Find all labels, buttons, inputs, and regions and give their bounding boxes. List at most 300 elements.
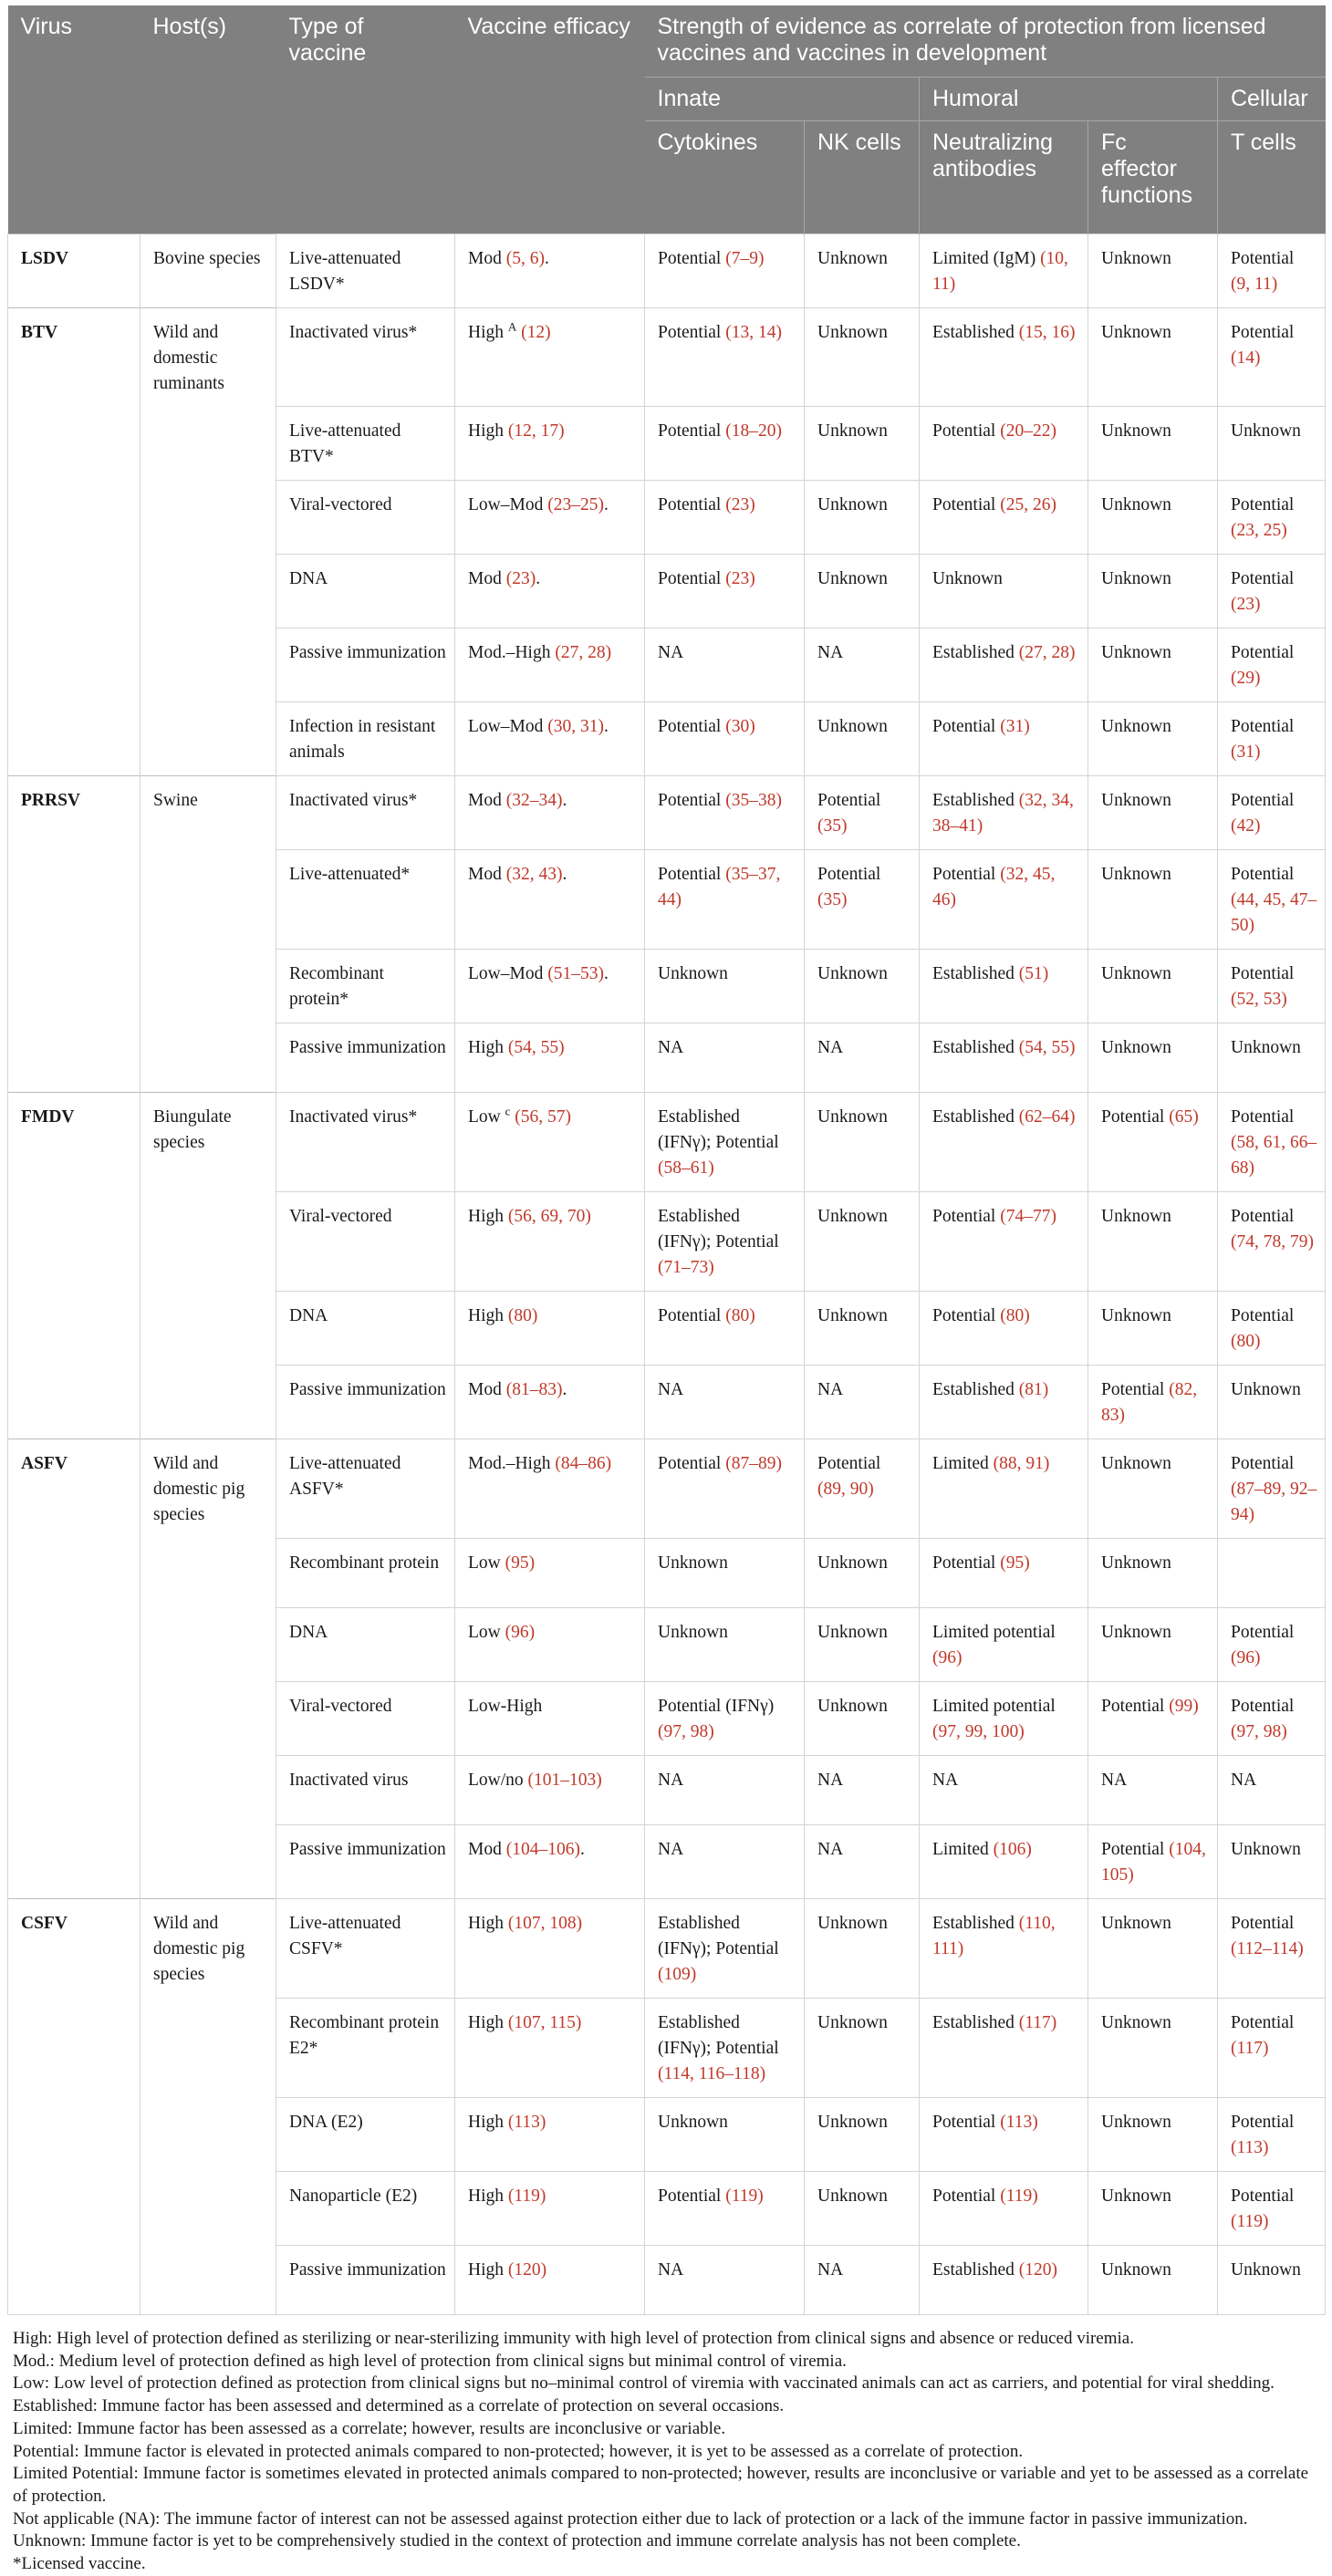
cell-hosts: [140, 1539, 276, 1608]
cell-efficacy: [455, 234, 645, 307]
cell-cytokines: [645, 1682, 805, 1756]
t-cells-refs: (117): [1231, 2039, 1269, 2058]
cell-vaccine-type: [276, 1756, 455, 1825]
cytokines-refs: (23): [725, 569, 755, 588]
cell-cytokines: [645, 2246, 805, 2315]
cell-vaccine-type: [276, 1366, 455, 1439]
cell-nk-cells: [805, 1539, 920, 1608]
cell-efficacy: [455, 1439, 645, 1539]
cytokines-refs: (58–61): [658, 1158, 714, 1178]
t-cells-refs: (87–89, 92–94): [1231, 1480, 1317, 1524]
host-text: Wild and domestic ruminants: [153, 322, 224, 393]
cell-virus: [8, 1539, 140, 1608]
efficacy-text: High: [468, 421, 508, 441]
neutralizing-antibodies-text: Limited potential: [932, 1623, 1056, 1642]
nk-cells-text: Unknown: [817, 248, 888, 268]
table-row: [8, 1439, 1326, 1539]
efficacy-text: High: [468, 1207, 508, 1226]
neutralizing-antibodies-refs: (62–64): [1018, 1107, 1076, 1127]
cytokines-refs: (30): [725, 717, 755, 736]
fc-effector-refs: (65): [1169, 1107, 1199, 1127]
cytokines-text: NA: [658, 1038, 684, 1057]
neutralizing-antibodies-text: Established: [932, 643, 1019, 662]
cell-vaccine-type: [276, 850, 455, 950]
nk-cells-refs: (35): [817, 816, 848, 836]
efficacy-text: High: [468, 322, 508, 342]
cell-neutralizing-antibodies: [920, 2098, 1088, 2172]
cell-neutralizing-antibodies: [920, 407, 1088, 481]
cell-virus: [8, 1756, 140, 1825]
efficacy-text: Low–Mod: [468, 717, 548, 736]
col-header-t-cells: T cells: [1218, 120, 1326, 234]
efficacy-text: Mod.–High: [468, 1454, 556, 1473]
cell-t-cells: [1218, 850, 1326, 950]
neutralizing-antibodies-refs: (15, 16): [1018, 322, 1076, 342]
cell-t-cells: [1218, 702, 1326, 776]
cell-hosts: [140, 1023, 276, 1093]
cytokines-refs: (35–38): [725, 791, 782, 810]
cytokines-text: NA: [658, 2260, 684, 2280]
cytokines-text: Established (IFNγ); Potential: [658, 1914, 779, 1958]
virus-name: PRRSV: [21, 791, 81, 810]
efficacy-refs: (23–25): [547, 495, 604, 514]
nk-cells-text: Unknown: [817, 2186, 888, 2206]
cell-nk-cells: [805, 1366, 920, 1439]
footnote-line: Limited Potential: Immune factor is sometimes elevated in protected animals compared to non-protected; however, results are inconclusive or variable and yet to be assessed as a correlate of protection.: [13, 2464, 1309, 2506]
fc-effector-text: Unknown: [1101, 2113, 1171, 2132]
cell-fc-effector: [1088, 850, 1218, 950]
cell-fc-effector: [1088, 1825, 1218, 1899]
cell-neutralizing-antibodies: [920, 481, 1088, 555]
t-cells-text: Potential: [1231, 248, 1295, 268]
efficacy-refs: (30, 31): [547, 717, 604, 736]
efficacy-refs: (101–103): [527, 1771, 602, 1790]
cell-t-cells: [1218, 1825, 1326, 1899]
t-cells-text: Potential: [1231, 1306, 1295, 1325]
t-cells-text: Potential: [1231, 322, 1295, 342]
cell-hosts: [140, 1292, 276, 1366]
fc-effector-text: Unknown: [1101, 1038, 1171, 1057]
fc-effector-text: Unknown: [1101, 1306, 1171, 1325]
neutralizing-antibodies-text: Potential: [932, 865, 1001, 884]
nk-cells-text: Unknown: [817, 1914, 888, 1933]
efficacy-refs: (12): [516, 322, 551, 342]
t-cells-text: Potential: [1231, 643, 1295, 662]
efficacy-tail: .: [562, 1380, 567, 1399]
cell-vaccine-type: [276, 2172, 455, 2246]
cell-virus: [8, 2098, 140, 2172]
efficacy-text: Low–Mod: [468, 964, 548, 983]
table-row: [8, 1023, 1326, 1093]
efficacy-refs: (104–106): [505, 1840, 580, 1859]
cell-t-cells: [1218, 950, 1326, 1023]
efficacy-text: Mod: [468, 1840, 506, 1859]
table-row: [8, 307, 1326, 407]
cell-cytokines: [645, 1093, 805, 1192]
cell-nk-cells: [805, 2246, 920, 2315]
cell-virus: [8, 850, 140, 950]
cell-efficacy: [455, 407, 645, 481]
cell-cytokines: [645, 234, 805, 307]
t-cells-text: Potential: [1231, 1914, 1295, 1933]
efficacy-tail: .: [562, 791, 567, 810]
cell-cytokines: [645, 950, 805, 1023]
cell-virus: [8, 407, 140, 481]
cell-virus: [8, 776, 140, 850]
cell-hosts: [140, 2246, 276, 2315]
neutralizing-antibodies-refs: (54, 55): [1018, 1038, 1076, 1057]
efficacy-refs: (23): [505, 569, 536, 588]
vaccine-type-text: Viral-vectored: [289, 1697, 392, 1716]
cell-virus: [8, 1682, 140, 1756]
neutralizing-antibodies-refs: (10, 11): [932, 248, 1068, 294]
cytokines-refs: (114, 116–118): [658, 2064, 766, 2083]
cell-neutralizing-antibodies: [920, 2172, 1088, 2246]
cytokines-text: Established (IFNγ); Potential: [658, 1107, 779, 1152]
footnote-line: Mod.: Medium level of protection defined as high level of protection from clinical signs but minimal control of viremia.: [13, 2351, 847, 2371]
cell-cytokines: [645, 702, 805, 776]
cell-cytokines: [645, 1608, 805, 1682]
fc-effector-text: Unknown: [1101, 421, 1171, 441]
cell-t-cells: [1218, 481, 1326, 555]
nk-cells-text: NA: [817, 1380, 844, 1399]
cytokines-text: Potential: [658, 1454, 726, 1473]
cell-vaccine-type: [276, 1192, 455, 1292]
neutralizing-antibodies-refs: (113): [1000, 2113, 1038, 2132]
cell-fc-effector: [1088, 950, 1218, 1023]
cell-vaccine-type: [276, 1608, 455, 1682]
cell-hosts: [140, 628, 276, 702]
cell-neutralizing-antibodies: [920, 628, 1088, 702]
efficacy-tail: .: [544, 248, 549, 268]
cell-efficacy: [455, 1366, 645, 1439]
vaccine-type-text: DNA (E2): [289, 2113, 363, 2132]
fc-effector-text: Unknown: [1101, 569, 1171, 588]
cell-efficacy: [455, 1608, 645, 1682]
cell-neutralizing-antibodies: [920, 1023, 1088, 1093]
efficacy-tail: .: [579, 1840, 585, 1859]
cell-cytokines: [645, 1825, 805, 1899]
table-row: [8, 1825, 1326, 1899]
neutralizing-antibodies-refs: (97, 99, 100): [932, 1722, 1025, 1741]
virus-name: ASFV: [21, 1454, 68, 1473]
table-row: [8, 1539, 1326, 1608]
t-cells-refs: (23, 25): [1231, 521, 1287, 540]
cell-virus: [8, 1439, 140, 1539]
efficacy-refs: (56, 69, 70): [507, 1207, 591, 1226]
cell-nk-cells: [805, 555, 920, 628]
cell-cytokines: [645, 1192, 805, 1292]
efficacy-tail: .: [603, 964, 609, 983]
table-row: [8, 1608, 1326, 1682]
cell-neutralizing-antibodies: [920, 1366, 1088, 1439]
cell-vaccine-type: [276, 1899, 455, 1999]
col-header-virus: Virus: [8, 5, 140, 234]
cell-efficacy: [455, 1899, 645, 1999]
cell-efficacy: [455, 702, 645, 776]
neutralizing-antibodies-refs: (88, 91): [993, 1454, 1050, 1473]
vaccine-type-text: Passive immunization: [289, 1380, 446, 1399]
cell-neutralizing-antibodies: [920, 555, 1088, 628]
cell-virus: [8, 481, 140, 555]
t-cells-text: Potential: [1231, 2186, 1295, 2206]
cytokines-text: Unknown: [658, 1623, 728, 1642]
cell-cytokines: [645, 1756, 805, 1825]
cytokines-text: NA: [658, 1771, 684, 1790]
fc-effector-text: Unknown: [1101, 1553, 1171, 1573]
efficacy-refs: (81–83): [505, 1380, 563, 1399]
cell-vaccine-type: [276, 1539, 455, 1608]
cell-efficacy: [455, 481, 645, 555]
footnote-line: Not applicable (NA): The immune factor of interest can not be assessed against protection either due to lack of protection or a lack of the immune factor in passive immunization.: [13, 2508, 1248, 2529]
cell-cytokines: [645, 307, 805, 407]
cell-neutralizing-antibodies: [920, 850, 1088, 950]
cell-hosts: [140, 850, 276, 950]
efficacy-text: High: [468, 1306, 508, 1325]
cell-t-cells: [1218, 1539, 1326, 1608]
cell-nk-cells: [805, 1023, 920, 1093]
cell-efficacy: [455, 1999, 645, 2098]
cell-virus: [8, 950, 140, 1023]
vaccine-type-text: Inactivated virus*: [289, 1107, 418, 1127]
efficacy-refs: (119): [507, 2186, 546, 2206]
cell-efficacy: [455, 2098, 645, 2172]
cell-cytokines: [645, 776, 805, 850]
table-row: [8, 702, 1326, 776]
vaccine-type-text: Live-attenuated CSFV*: [289, 1914, 401, 1958]
nk-cells-text: Unknown: [817, 717, 888, 736]
efficacy-refs: (96): [505, 1623, 536, 1642]
table-row: [8, 628, 1326, 702]
vaccine-type-text: Passive immunization: [289, 643, 446, 662]
footnote-line: High: High level of protection defined as sterilizing or near-sterilizing immunity with high level of protection from clinical signs and absence or reduced viremia.: [13, 2329, 1134, 2348]
neutralizing-antibodies-text: Limited: [932, 1840, 994, 1859]
cell-neutralizing-antibodies: [920, 1539, 1088, 1608]
correlates-table: [7, 5, 1326, 2315]
cell-vaccine-type: [276, 1439, 455, 1539]
cell-neutralizing-antibodies: [920, 776, 1088, 850]
host-text: Swine: [153, 791, 198, 810]
cell-vaccine-type: [276, 1825, 455, 1899]
cytokines-refs: (119): [725, 2186, 764, 2206]
cytokines-text: Potential: [658, 2186, 726, 2206]
cell-virus: [8, 628, 140, 702]
fc-effector-text: Unknown: [1101, 2013, 1171, 2032]
vaccine-type-text: Nanoparticle (E2): [289, 2186, 418, 2206]
nk-cells-text: Unknown: [817, 1306, 888, 1325]
neutralizing-antibodies-text: Established: [932, 1914, 1019, 1933]
nk-cells-text: Unknown: [817, 1697, 888, 1716]
cytokines-text: Potential: [658, 495, 726, 514]
neutralizing-antibodies-text: Limited (IgM): [932, 248, 1041, 268]
cell-nk-cells: [805, 1093, 920, 1192]
cell-neutralizing-antibodies: [920, 2246, 1088, 2315]
cell-vaccine-type: [276, 628, 455, 702]
vaccine-type-text: Recombinant protein*: [289, 964, 384, 1009]
nk-cells-refs: (35): [817, 890, 848, 909]
cell-cytokines: [645, 555, 805, 628]
table-row: [8, 555, 1326, 628]
nk-cells-text: Unknown: [817, 964, 888, 983]
neutralizing-antibodies-text: Potential: [932, 1553, 1001, 1573]
cytokines-text: Established (IFNγ); Potential: [658, 1207, 779, 1252]
cell-nk-cells: [805, 407, 920, 481]
cell-efficacy: [455, 776, 645, 850]
fc-effector-refs: (82, 83): [1101, 1380, 1198, 1425]
cell-efficacy: [455, 1292, 645, 1366]
nk-cells-text: NA: [817, 1840, 844, 1859]
cytokines-text: Potential: [658, 1306, 726, 1325]
t-cells-text: Unknown: [1231, 1380, 1301, 1399]
cell-nk-cells: [805, 1608, 920, 1682]
cell-fc-effector: [1088, 1682, 1218, 1756]
neutralizing-antibodies-text: Established: [932, 791, 1019, 810]
table-row: [8, 1682, 1326, 1756]
table-row: [8, 2246, 1326, 2315]
efficacy-superscript: c: [505, 1104, 511, 1118]
cell-efficacy: [455, 1756, 645, 1825]
fc-effector-text: Unknown: [1101, 248, 1171, 268]
fc-effector-text: Unknown: [1101, 964, 1171, 983]
nk-cells-text: NA: [817, 1038, 844, 1057]
nk-cells-text: NA: [817, 1771, 844, 1790]
cell-fc-effector: [1088, 555, 1218, 628]
cell-cytokines: [645, 1899, 805, 1999]
neutralizing-antibodies-text: Potential: [932, 1207, 1001, 1226]
efficacy-tail: .: [603, 717, 609, 736]
cell-vaccine-type: [276, 234, 455, 307]
cell-fc-effector: [1088, 1023, 1218, 1093]
cell-virus: [8, 1292, 140, 1366]
table-row: [8, 1899, 1326, 1999]
t-cells-refs: (113): [1231, 2138, 1269, 2157]
fc-effector-text: Potential: [1101, 1380, 1170, 1399]
host-text: Wild and domestic pig species: [153, 1914, 245, 1984]
efficacy-refs: (95): [505, 1553, 536, 1573]
cell-cytokines: [645, 1366, 805, 1439]
neutralizing-antibodies-refs: (51): [1018, 964, 1049, 983]
t-cells-refs: (52, 53): [1231, 990, 1287, 1009]
cell-hosts: [140, 1682, 276, 1756]
cell-t-cells: [1218, 2172, 1326, 2246]
efficacy-text: Mod: [468, 248, 506, 268]
cell-t-cells: [1218, 407, 1326, 481]
cell-cytokines: [645, 407, 805, 481]
fc-effector-text: Unknown: [1101, 1623, 1171, 1642]
nk-cells-text: Unknown: [817, 2113, 888, 2132]
cytokines-refs: (23): [725, 495, 755, 514]
cell-fc-effector: [1088, 2172, 1218, 2246]
cell-nk-cells: [805, 1292, 920, 1366]
fc-effector-text: Potential: [1101, 1697, 1170, 1716]
neutralizing-antibodies-text: Potential: [932, 2186, 1001, 2206]
nk-cells-refs: (89, 90): [817, 1480, 874, 1499]
host-text: Wild and domestic pig species: [153, 1454, 245, 1524]
footnote-line: Limited: Immune factor has been assessed as a correlate; however, results are inconclusive or variable.: [13, 2418, 726, 2438]
fc-effector-text: Unknown: [1101, 322, 1171, 342]
footnote-line: Potential: Immune factor is elevated in protected animals compared to non-protected; however, it is yet to be assessed as a correlate of protection.: [13, 2441, 1024, 2461]
cell-nk-cells: [805, 628, 920, 702]
cytokines-refs: (80): [725, 1306, 755, 1325]
cell-vaccine-type: [276, 407, 455, 481]
table-footnotes: [7, 2328, 1325, 2576]
fc-effector-text: Unknown: [1101, 2260, 1171, 2280]
cell-cytokines: [645, 1999, 805, 2098]
neutralizing-antibodies-refs: (95): [1000, 1553, 1030, 1573]
vaccine-type-text: Viral-vectored: [289, 1207, 392, 1226]
cell-hosts: [140, 702, 276, 776]
col-header-cytokines: Cytokines: [645, 120, 805, 234]
cell-hosts: [140, 2098, 276, 2172]
cell-nk-cells: [805, 850, 920, 950]
efficacy-refs: (5, 6): [505, 248, 545, 268]
table-row: [8, 1292, 1326, 1366]
efficacy-refs: (12, 17): [507, 421, 565, 441]
cell-nk-cells: [805, 1439, 920, 1539]
cell-fc-effector: [1088, 702, 1218, 776]
cell-neutralizing-antibodies: [920, 1999, 1088, 2098]
fc-effector-text: Unknown: [1101, 865, 1171, 884]
col-header-efficacy: Vaccine efficacy: [455, 5, 645, 234]
cell-virus: [8, 1192, 140, 1292]
cell-hosts: [140, 1608, 276, 1682]
cell-t-cells: [1218, 2246, 1326, 2315]
t-cells-text: Potential: [1231, 791, 1295, 810]
nk-cells-text: Unknown: [817, 569, 888, 588]
cell-fc-effector: [1088, 776, 1218, 850]
cell-vaccine-type: [276, 481, 455, 555]
cell-t-cells: [1218, 307, 1326, 407]
cell-t-cells: [1218, 1756, 1326, 1825]
neutralizing-antibodies-text: Limited: [932, 1454, 994, 1473]
nk-cells-text: NA: [817, 643, 844, 662]
efficacy-refs: (32–34): [505, 791, 563, 810]
efficacy-text: High: [468, 2013, 508, 2032]
cell-virus: [8, 1999, 140, 2098]
cell-cytokines: [645, 628, 805, 702]
neutralizing-antibodies-text: Limited potential: [932, 1697, 1056, 1716]
cell-cytokines: [645, 2172, 805, 2246]
cell-virus: [8, 702, 140, 776]
cell-hosts: [140, 1756, 276, 1825]
cell-cytokines: [645, 2098, 805, 2172]
neutralizing-antibodies-text: Established: [932, 2260, 1019, 2280]
cell-nk-cells: [805, 1825, 920, 1899]
cell-efficacy: [455, 2246, 645, 2315]
neutralizing-antibodies-refs: (81): [1018, 1380, 1049, 1399]
neutralizing-antibodies-refs: (80): [1000, 1306, 1030, 1325]
cell-vaccine-type: [276, 776, 455, 850]
fc-effector-text: Potential: [1101, 1107, 1170, 1127]
fc-effector-refs: (99): [1169, 1697, 1199, 1716]
cytokines-text: Potential: [658, 248, 726, 268]
cell-vaccine-type: [276, 1682, 455, 1756]
cell-virus: [8, 555, 140, 628]
t-cells-refs: (119): [1231, 2212, 1269, 2231]
fc-effector-text: Unknown: [1101, 643, 1171, 662]
virus-name: CSFV: [21, 1914, 68, 1933]
cell-nk-cells: [805, 307, 920, 407]
cell-virus: [8, 2246, 140, 2315]
cell-efficacy: [455, 1192, 645, 1292]
footnote-line: Established: Immune factor has been assessed and determined as a correlate of protection on several occasions.: [13, 2396, 785, 2416]
cytokines-text: Potential: [658, 865, 726, 884]
efficacy-text: Low: [468, 1623, 505, 1642]
table-row: [8, 2172, 1326, 2246]
t-cells-text: NA: [1231, 1771, 1257, 1790]
fc-effector-refs: (104, 105): [1101, 1840, 1206, 1885]
cell-vaccine-type: [276, 1292, 455, 1366]
